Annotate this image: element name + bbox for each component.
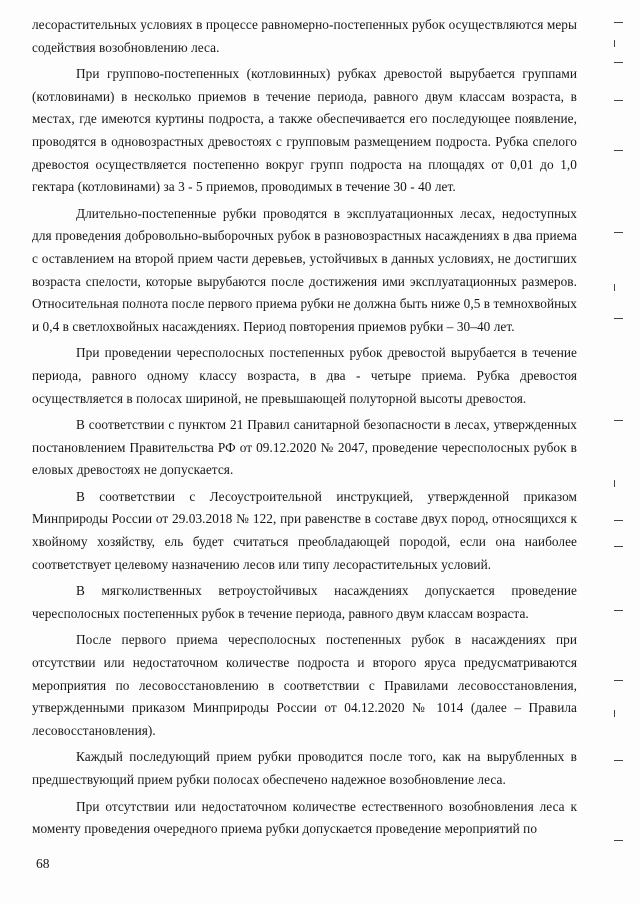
- paragraph: При отсутствии или недостаточном количестве естественного возобновления леса к моменту проведения очередного приема рубки допускается проведение мероприятий по: [32, 798, 577, 837]
- page-body: [32, 14, 577, 845]
- paragraph: При проведении чересполосных постепенных рубок древостой вырубается в течение периода, равного одному классу возраста, в два - четыре приема. Рубка древостоя осуществляется в полосах шириной, не превышающей полуторной высоты древостоя.: [32, 345, 577, 406]
- paragraph: лесорастительных условиях в процессе равномерно-постепенных рубок осуществляются меры содействия возобновлению леса.: [32, 17, 577, 55]
- paragraph: Длительно-постепенные рубки проводятся в эксплуатационных лесах, недоступных для проведения добровольно-выборочных рубок в разновозрастных насаждениях в два приема с оставлением на второй прием части деревьев, устойчивых в данных условиях, не достигших возраста спелости, которые вырубаются после достижения ими эксплуатационных размеров. Относительная полнота после первого приема рубки не должна быть ниже 0,5 в темнохвойных и 0,4 в светлохвойных насаждениях. Период повторения приемов рубки – 30–40 лет.: [32, 205, 577, 334]
- paragraph: При группово-постепенных (котловинных) рубках древостой вырубается группами (котловинами) в несколько приемов в течение периода, равного двум классам возраста, в местах, где имеются куртины подроста, а также обеспечивается его последующее появление, проводятся в одновозрастных древостоях с групповым размещением подроста. Рубка спелого древостоя осуществляется постепенно вокруг групп подроста на площадях от 0,01 до 1,0 гектара (котловинами) за 3 - 5 приемов, проводимых в течение 30 - 40 лет.: [32, 66, 577, 195]
- paragraph: После первого приема чересполосных постепенных рубок в насаждениях при отсутствии или недостаточном количестве подроста и второго яруса предусматриваются мероприятия по лесовосстановлению в соответствии с Правилами лесовосстановления, утвержденными приказом Минприроды России от 04.12.2020 № 1014 (далее – Правила лесовосстановления).: [32, 632, 577, 738]
- scan-margin-marks: [606, 0, 636, 905]
- paragraph: В соответствии с Лесоустроительной инструкцией, утвержденной приказом Минприроды России от 29.03.2018 № 122, при равенстве в составе двух пород, относящихся к хвойному хозяйству, ель будет считаться преобладающей породой, если она наиболее соответствует целевому назначению лесов или типу лесорастительных условий.: [32, 488, 577, 572]
- paragraph: В мягколиственных ветроустойчивых насаждениях допускается проведение чересполосных постепенных рубок в течение периода, равного двум классам возраста.: [32, 583, 577, 621]
- page-number: 68: [36, 856, 50, 871]
- paragraph: Каждый последующий прием рубки проводится после того, как на вырубленных в предшествующий прием рубки полосах обеспечено надежное возобновление леса.: [32, 749, 577, 787]
- paragraph: В соответствии с пунктом 21 Правил санитарной безопасности в лесах, утвержденных постановлением Правительства РФ от 09.12.2020 № 2047, проведение чересполосных рубок в еловых древостоях не допускается.: [32, 417, 577, 478]
